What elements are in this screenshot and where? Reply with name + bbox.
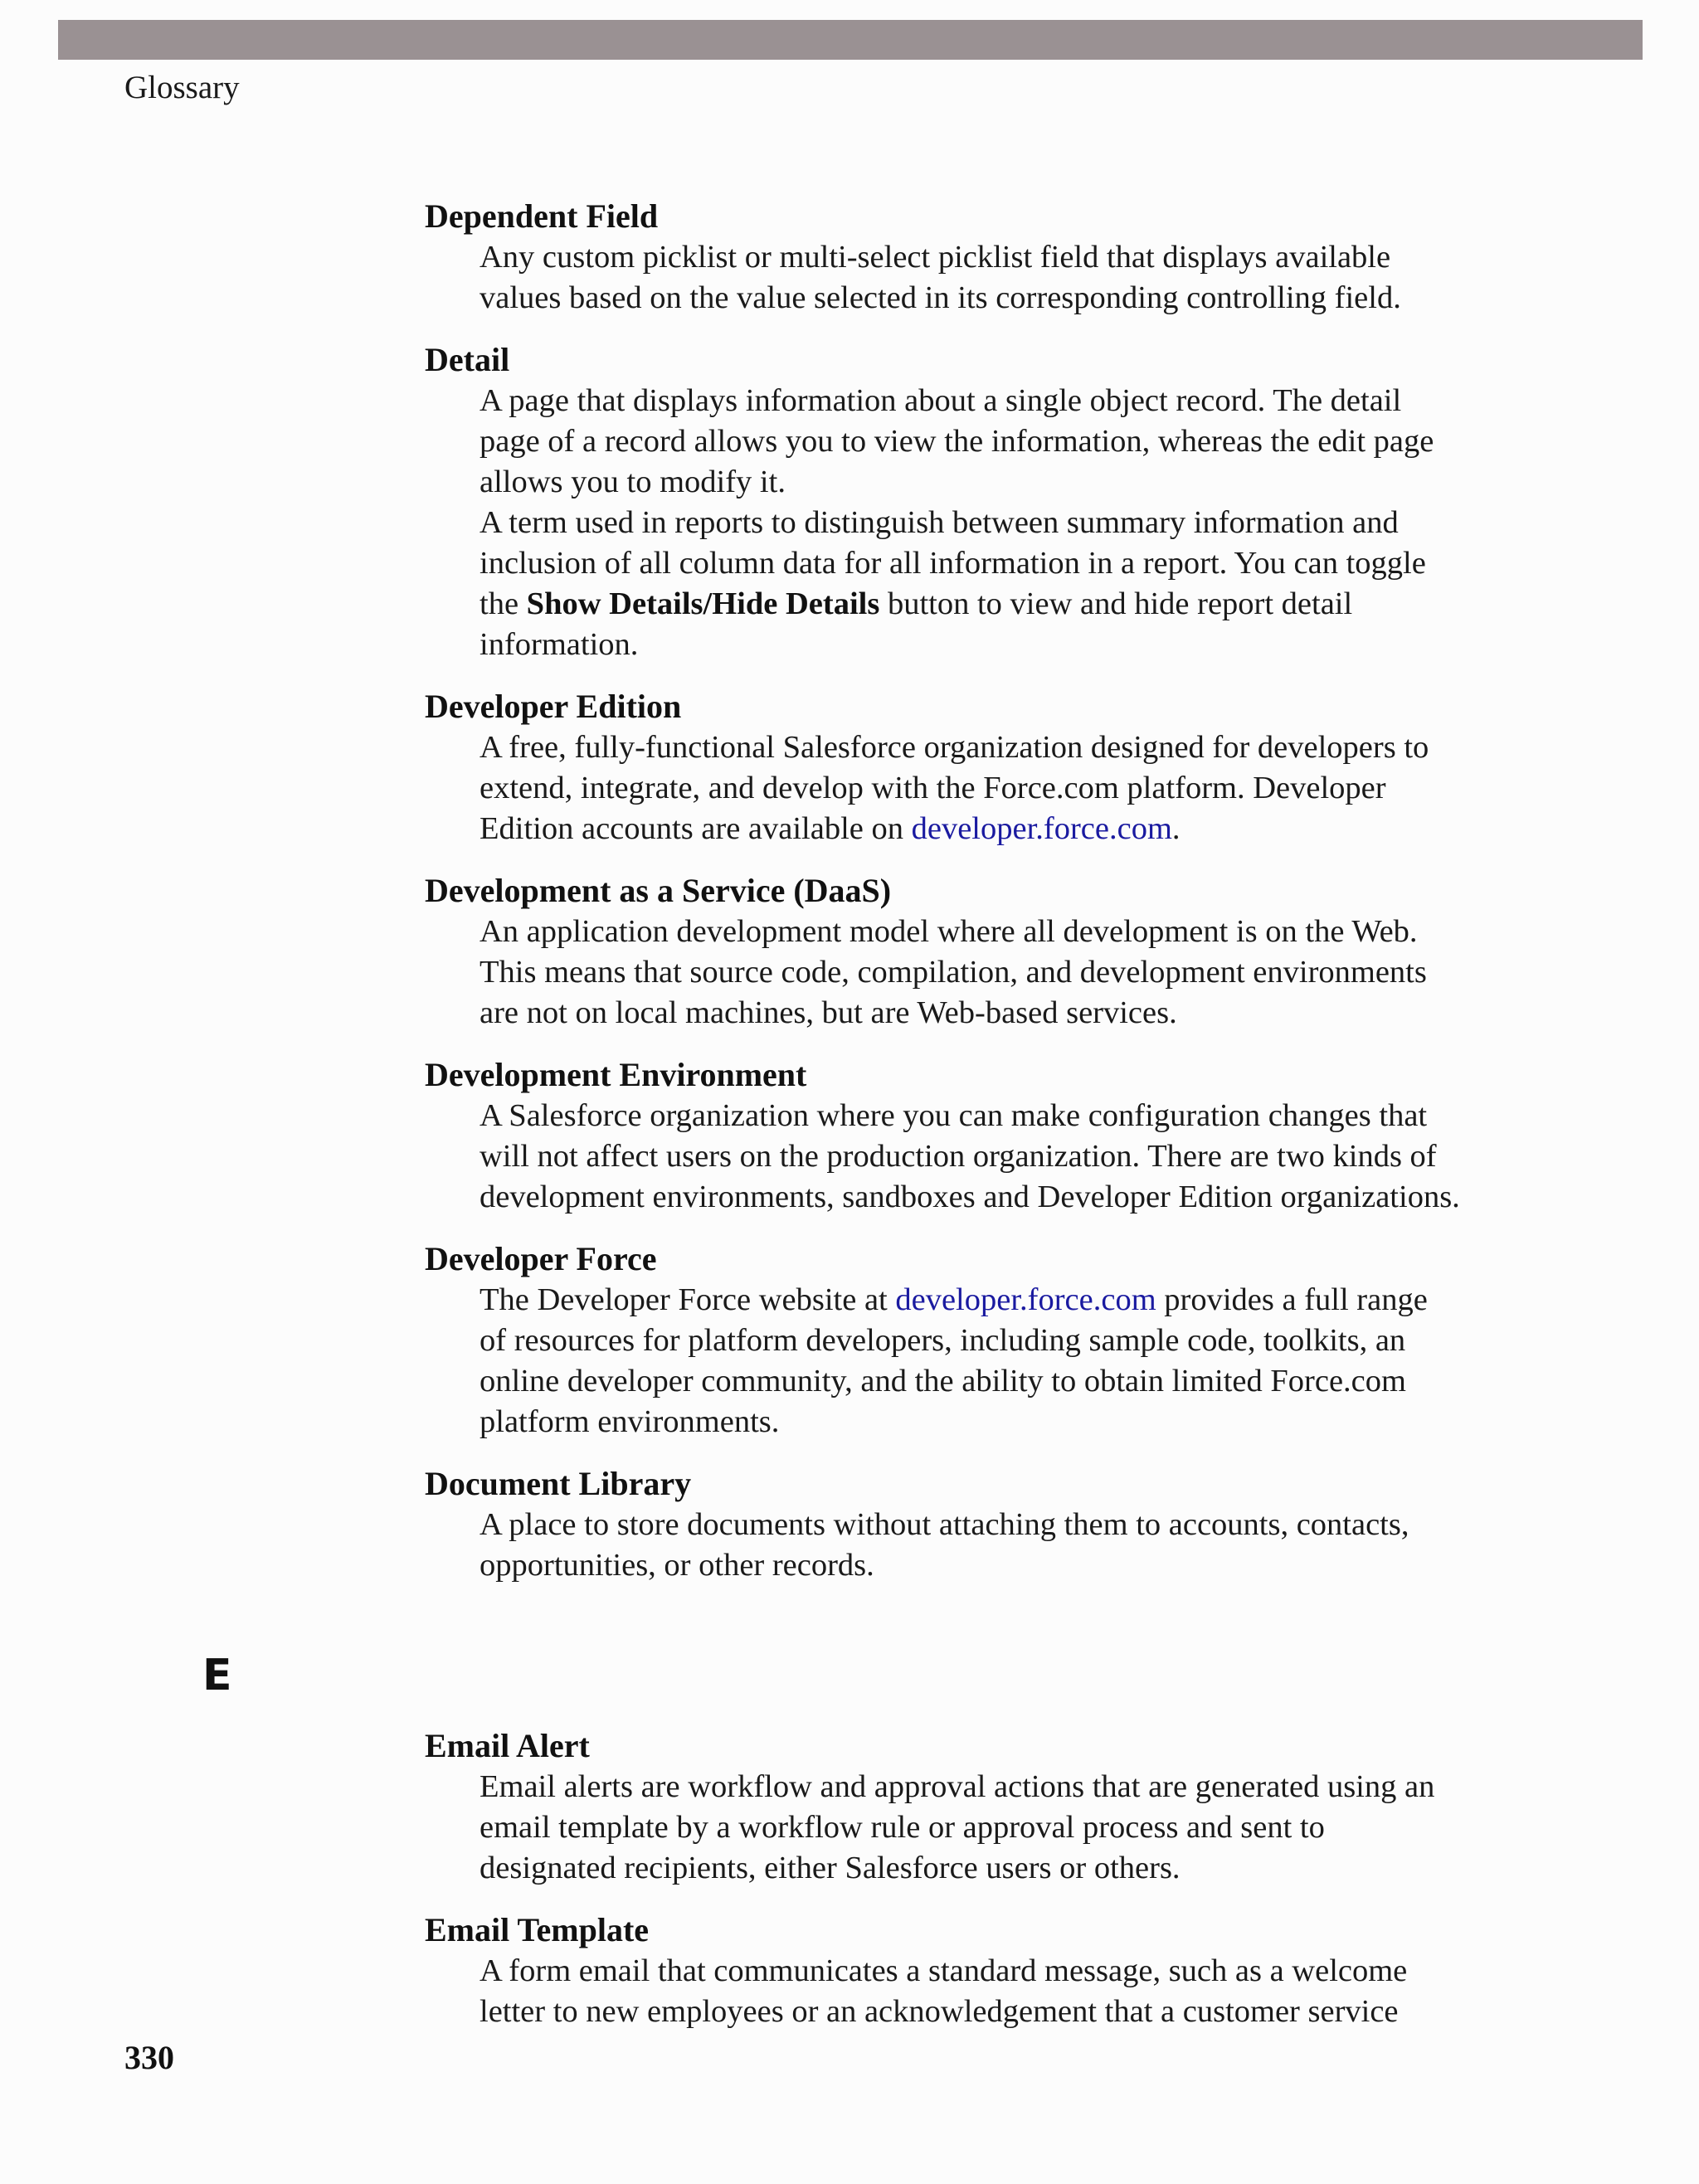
glossary-entry: [425, 870, 1462, 1034]
entry-definition: [480, 1280, 1462, 1442]
entry-definition: [480, 1767, 1462, 1889]
header-bar: [58, 20, 1643, 60]
page-number: 330: [124, 2039, 174, 2076]
definition-text: A free, fully-functional Salesforce organization designed for developers to extend, integrate, and develop with the Force.com platform. Developer Edition accounts are available on: [480, 730, 1429, 846]
entry-definition: [480, 912, 1462, 1034]
entry-term: Document Library: [425, 1465, 692, 1502]
entry-term: Dependent Field: [425, 197, 659, 235]
definition-text: A term used in reports to distinguish between summary information and inclusion of all column data for all information in a report. You can toggle the: [480, 505, 1426, 621]
glossary-entry: [425, 1054, 1462, 1218]
definition-paragraph: A form email that communicates a standard message, such as a welcome letter to new employees or an acknowledgement that a customer service: [480, 1953, 1408, 2029]
ui-button-name: Show Details/Hide Details: [526, 586, 880, 621]
definition-paragraph: A page that displays information about a single object record. The detail page of a record allows you to view the information, whereas the edit page allows you to modify it.: [480, 383, 1434, 499]
entry-definition: [480, 1096, 1462, 1218]
glossary-entries-d: [425, 196, 1462, 1607]
entry-term: Email Template: [425, 1911, 650, 1948]
developer-force-link[interactable]: developer.force.com: [895, 1282, 1156, 1317]
entry-definition: [480, 1505, 1462, 1586]
definition-text: button to view and hide report detail information.: [480, 586, 1353, 662]
glossary-entry: [425, 1909, 1462, 2032]
entry-definition: [480, 381, 1462, 665]
definition-paragraph: [480, 1280, 1462, 1442]
definition-paragraph: A place to store documents without attaching them to accounts, contacts, opportunities, or other records.: [480, 1507, 1409, 1583]
entry-term: Detail: [425, 341, 510, 378]
entry-term: Developer Edition: [425, 688, 682, 725]
entry-term: Developer Force: [425, 1240, 657, 1277]
definition-paragraph: An application development model where all development is on the Web. This means that source code, compilation, and development environments are not on local machines, but are Web-based services.: [480, 914, 1427, 1030]
entry-definition: [480, 727, 1462, 849]
glossary-entry: [425, 1463, 1462, 1586]
section-letter: E: [202, 1651, 232, 1700]
running-head: Glossary: [124, 70, 240, 105]
glossary-entry: [425, 1238, 1462, 1442]
entry-definition: [480, 237, 1462, 319]
definition-text: The Developer Force website at: [480, 1282, 896, 1317]
glossary-entry: [425, 1725, 1462, 1889]
definition-paragraph: A Salesforce organization where you can make configuration changes that will not affect users on the production organization. There are two kinds of development environments, sandboxes and Developer Edition organizations.: [480, 1098, 1460, 1214]
entry-term: Development Environment: [425, 1056, 807, 1093]
definition-text: provides a full range of resources for platform developers, including sample code, toolkits, an online developer community, and the ability to obtain limited Force.com platform environments.: [480, 1282, 1428, 1439]
developer-force-link[interactable]: developer.force.com: [911, 811, 1172, 846]
entry-term: Email Alert: [425, 1727, 590, 1764]
definition-paragraph: Any custom picklist or multi-select picklist field that displays available values based on the value selected in its corresponding controlling field.: [480, 240, 1401, 315]
definition-paragraph: [480, 727, 1462, 849]
definition-text: .: [1171, 811, 1181, 846]
glossary-entry: [425, 339, 1462, 665]
glossary-entry: [425, 686, 1462, 849]
definition-paragraph: [480, 503, 1462, 665]
definition-paragraph: Email alerts are workflow and approval actions that are generated using an email template by a workflow rule or approval process and sent to designated recipients, either Salesforce users or others.: [480, 1769, 1435, 1885]
glossary-entries-e: [425, 1725, 1462, 2053]
entry-term: Development as a Service (DaaS): [425, 872, 892, 909]
entry-definition: [480, 1951, 1462, 2032]
glossary-entry: [425, 196, 1462, 319]
